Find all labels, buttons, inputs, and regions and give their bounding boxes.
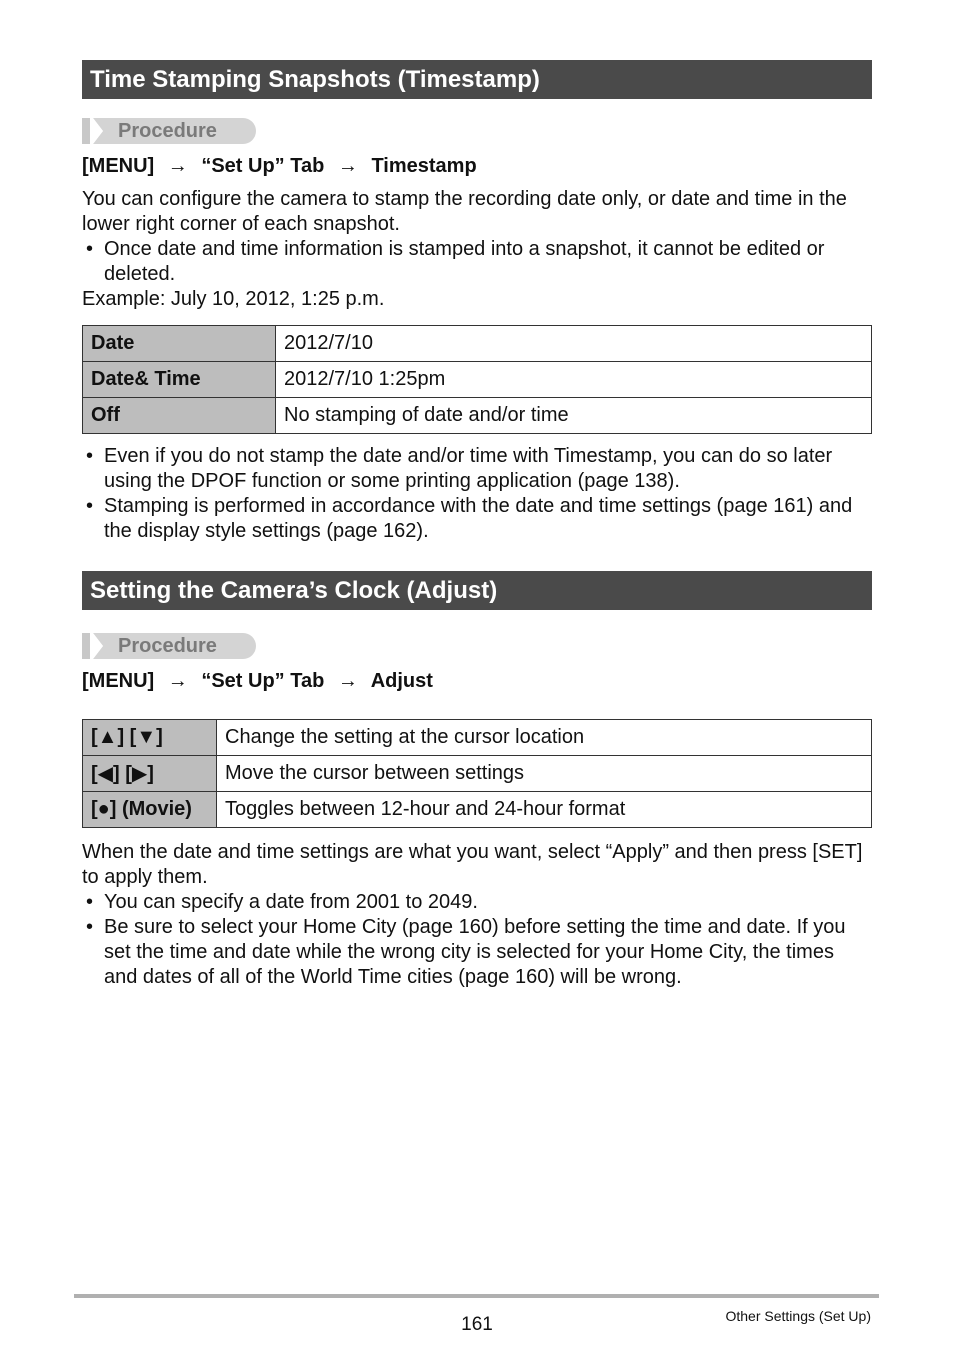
control-value: Move the cursor between settings <box>217 756 872 792</box>
control-key: [▲] [▼] <box>83 720 217 756</box>
procedure-label <box>82 633 256 659</box>
option-key: Date& Time <box>83 362 276 398</box>
adjust-description <box>82 840 872 990</box>
option-value: 2012/7/10 1:25pm <box>276 362 872 398</box>
menu-step: [MENU] <box>82 670 155 692</box>
list-item <box>82 237 872 287</box>
table-row <box>83 326 872 362</box>
list-item <box>82 890 872 915</box>
bullet-icon: • <box>86 445 94 467</box>
bullet-icon: • <box>86 916 94 938</box>
footer-divider <box>74 1294 879 1298</box>
option-key: Off <box>83 398 276 434</box>
bullet-icon: • <box>86 495 94 517</box>
arrow-right-icon: → <box>337 155 358 177</box>
table-row <box>83 720 872 756</box>
section-title-adjust: Setting the Camera’s Clock (Adjust) <box>82 571 872 610</box>
intro-text: You can configure the camera to stamp the recording date only, or date and time in the lower right corner of each snapshot. <box>82 188 847 235</box>
procedure-label <box>82 118 256 144</box>
control-key: [◀] [▶] <box>83 756 217 792</box>
control-key: [●] (Movie) <box>83 792 217 828</box>
control-value: Toggles between 12-hour and 24-hour format <box>217 792 872 828</box>
menu-path-adjust <box>82 668 433 694</box>
list-item-text: Stamping is performed in accordance with the date and time settings (page 161) and the display style settings (page 162). <box>104 495 853 542</box>
control-value: Change the setting at the cursor location <box>217 720 872 756</box>
menu-step: Timestamp <box>371 155 477 177</box>
adjust-controls-table <box>82 719 872 828</box>
table-row <box>83 792 872 828</box>
menu-step: Adjust <box>370 670 433 692</box>
intro-text: When the date and time settings are what you want, select “Apply” and then press [SET] to apply them. <box>82 841 863 888</box>
table-row <box>83 362 872 398</box>
list-item-text: Even if you do not stamp the date and/or time with Timestamp, you can do so later using the DPOF function or some printing application (page 138). <box>104 445 833 492</box>
procedure-text: Procedure <box>118 635 217 657</box>
table-row <box>83 398 872 434</box>
list-item-text: You can specify a date from 2001 to 2049. <box>104 891 478 913</box>
list-item <box>82 444 872 494</box>
option-value: 2012/7/10 <box>276 326 872 362</box>
list-item-text: Once date and time information is stamped into a snapshot, it cannot be edited or deleted. <box>104 238 825 285</box>
timestamp-description <box>82 187 872 312</box>
bullet-icon: • <box>86 891 94 913</box>
list-item-text: Be sure to select your Home City (page 160) before setting the time and date. If you set the time and date while the wrong city is selected for your Home City, the times and dates of all of the World Time cities (page 160) will be wrong. <box>104 916 846 988</box>
timestamp-notes <box>82 444 872 544</box>
footer-section-label: Other Settings (Set Up) <box>725 1308 871 1324</box>
menu-step: “Set Up” Tab <box>201 155 325 177</box>
menu-step: “Set Up” Tab <box>201 670 325 692</box>
menu-step: [MENU] <box>82 155 155 177</box>
bullet-icon: • <box>86 238 94 260</box>
option-key: Date <box>83 326 276 362</box>
arrow-right-icon: → <box>167 155 188 177</box>
list-item <box>82 915 872 990</box>
example-text: Example: July 10, 2012, 1:25 p.m. <box>82 288 385 310</box>
option-value: No stamping of date and/or time <box>276 398 872 434</box>
section-title-timestamp: Time Stamping Snapshots (Timestamp) <box>82 60 872 99</box>
arrow-right-icon: → <box>337 670 358 692</box>
timestamp-options-table <box>82 325 872 434</box>
arrow-right-icon: → <box>167 670 188 692</box>
page-number: 161 <box>461 1314 493 1335</box>
list-item <box>82 494 872 544</box>
table-row <box>83 756 872 792</box>
menu-path-timestamp <box>82 153 477 179</box>
procedure-text: Procedure <box>118 120 217 142</box>
